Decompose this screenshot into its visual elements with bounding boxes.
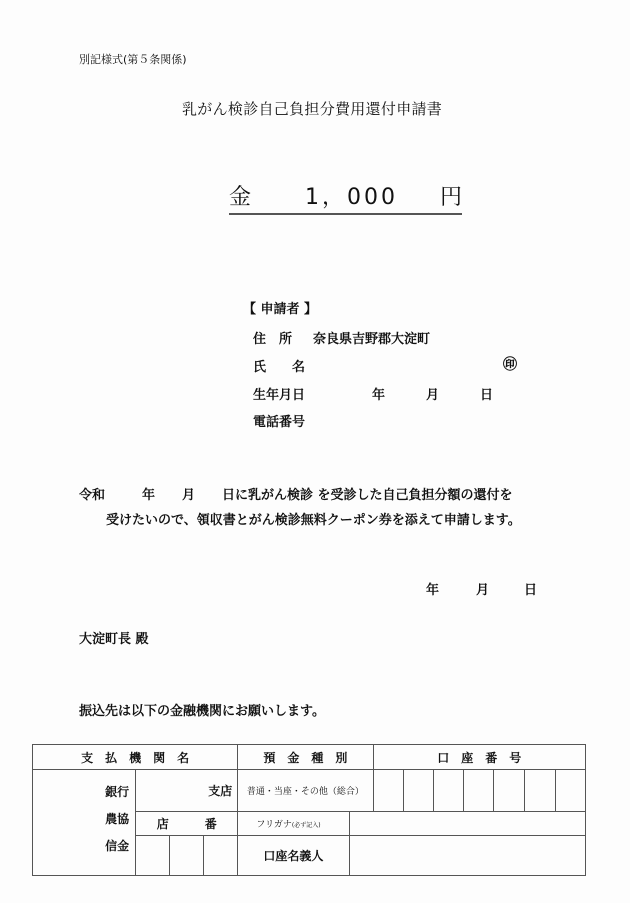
branch-name-field[interactable] xyxy=(136,770,238,812)
statement-era: 令和 xyxy=(79,488,106,503)
date-year: 年 xyxy=(426,583,440,598)
amount-prefix: 金 xyxy=(229,185,252,210)
account-digit-2[interactable] xyxy=(403,770,433,812)
header-bank-name: 支 払 機 関 名 xyxy=(33,745,238,770)
statement-line1: 日に乳がん検診 を受診した自己負担分額の還付を xyxy=(222,488,513,503)
date-day: 日 xyxy=(524,583,538,598)
birth-month: 月 xyxy=(426,388,440,403)
name-label: 氏 名 xyxy=(253,360,306,375)
birth-label: 生年月日 xyxy=(253,388,306,403)
branch-digit-3[interactable] xyxy=(204,836,238,876)
birth-day: 日 xyxy=(480,388,494,403)
amount-suffix: 円 xyxy=(440,185,463,210)
header-account-number: 口 座 番 号 xyxy=(373,745,585,770)
branch-number-label-1: 店 xyxy=(156,817,169,831)
branch-digit-1[interactable] xyxy=(136,836,170,876)
account-digit-1[interactable] xyxy=(373,770,403,812)
amount-value: 1，000 xyxy=(305,185,399,210)
furigana-note: (必ず記入) xyxy=(291,822,321,829)
account-type-options[interactable]: 普通・当座・その他（総合） xyxy=(238,770,373,812)
branch-label: 支店 xyxy=(208,784,233,798)
header-account-type: 預 金 種 別 xyxy=(238,745,373,770)
addressee: 大淀町長 殿 xyxy=(79,632,149,647)
address-value: 奈良県吉野郡大淀町 xyxy=(313,332,431,347)
birth-year: 年 xyxy=(372,388,386,403)
branch-number-label xyxy=(136,812,238,836)
holder-label: 口座名義人 xyxy=(238,836,349,876)
amount xyxy=(229,180,462,215)
account-digit-3[interactable] xyxy=(433,770,463,812)
statement-line2: 受けたいので、領収書とがん検診無料クーポン券を添えて申請します。 xyxy=(106,513,521,528)
statement-month: 月 xyxy=(182,488,196,503)
phone-label: 電話番号 xyxy=(253,415,306,430)
branch-digit-2[interactable] xyxy=(170,836,204,876)
seal-mark: ㊞ xyxy=(503,357,517,373)
bank-type-shinkin: 信金 xyxy=(105,839,130,853)
furigana-label xyxy=(238,812,349,836)
account-digit-6[interactable] xyxy=(524,770,555,812)
bank-account-table xyxy=(32,744,586,876)
holder-name-input[interactable] xyxy=(349,836,586,876)
account-digit-7[interactable] xyxy=(555,770,585,812)
statement-year: 年 xyxy=(142,488,156,503)
bank-type-bank: 銀行 xyxy=(105,785,130,799)
account-digit-4[interactable] xyxy=(463,770,493,812)
transfer-note: 振込先は以下の金融機関にお願いします。 xyxy=(79,704,325,719)
address-label: 住 所 xyxy=(253,332,293,347)
document-title: 乳がん検診自己負担分費用還付申請書 xyxy=(182,100,443,118)
form-id: 別記様式(第５条関係) xyxy=(79,53,187,66)
furigana-input[interactable] xyxy=(349,812,586,836)
furigana-text: フリガナ xyxy=(256,820,292,830)
bank-type-cell xyxy=(33,770,136,876)
date-month: 月 xyxy=(476,583,490,598)
account-digit-5[interactable] xyxy=(493,770,524,812)
applicant-heading: 【 申請者 】 xyxy=(243,302,318,317)
bank-type-ja: 農協 xyxy=(105,812,130,826)
branch-number-label-2: 番 xyxy=(204,817,217,831)
